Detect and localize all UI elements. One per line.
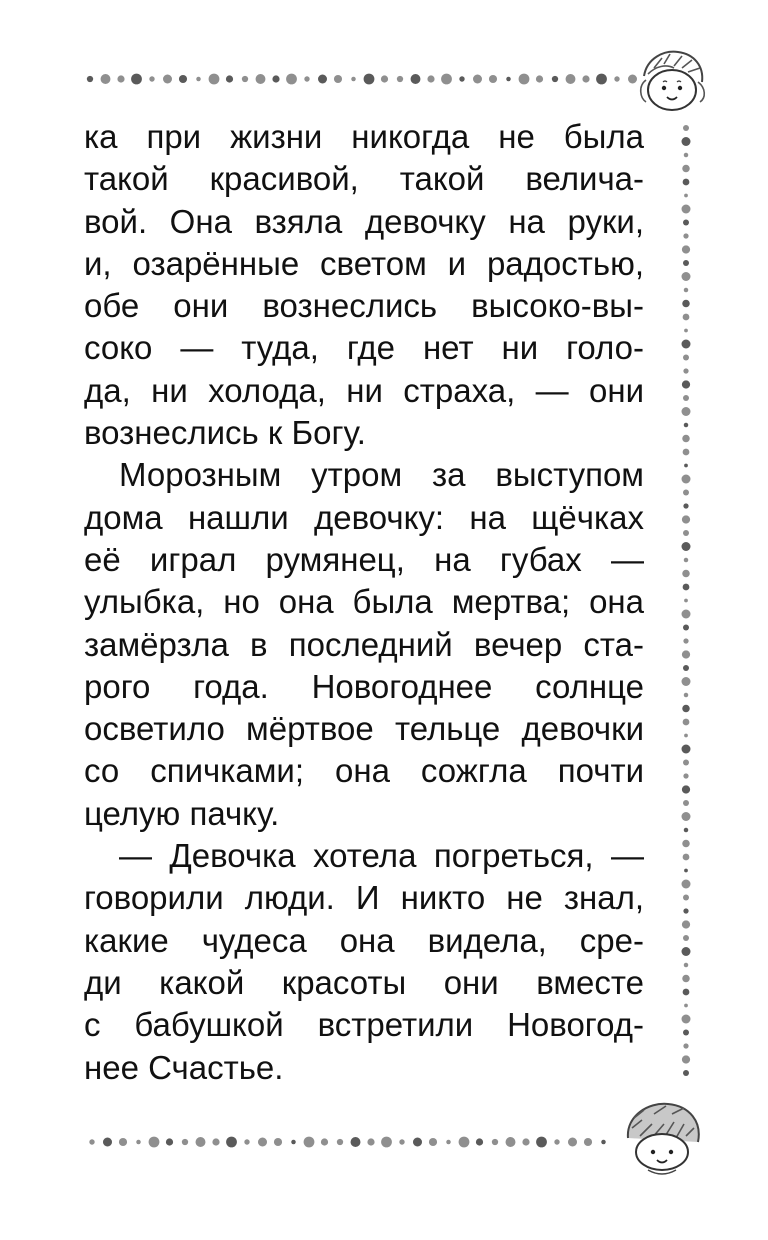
text-line: улыбка, но она была мертва; она [84, 583, 644, 621]
border-dot [166, 1138, 173, 1145]
border-dot [397, 76, 403, 82]
girl-face-icon [628, 1104, 699, 1174]
border-dot [684, 734, 688, 738]
border-dot [119, 1138, 127, 1146]
border-dot [381, 75, 388, 82]
border-dot [337, 1139, 343, 1145]
text-line: с бабушкой встретили Новогод- [84, 1006, 644, 1044]
border-dot [212, 1138, 219, 1145]
border-dot [304, 76, 309, 81]
border-dot [209, 74, 220, 85]
right-dotted-border [682, 125, 691, 1076]
border-dot [459, 1137, 470, 1148]
border-dot [684, 423, 689, 428]
border-dot [682, 840, 690, 848]
border-dot [381, 1137, 392, 1148]
border-dot [682, 205, 691, 214]
text-line: какие чудеса она видела, сре- [84, 921, 644, 959]
border-dot [103, 1138, 112, 1147]
text-line: и, озарённые светом и радостью, [84, 244, 644, 282]
text-line: замёрзла в последний вечер ста- [84, 625, 644, 663]
border-dot [683, 773, 688, 778]
border-dot [682, 1055, 690, 1063]
border-dot [682, 407, 691, 416]
border-dot [256, 74, 266, 84]
border-dot [682, 920, 690, 928]
border-dot [473, 75, 482, 84]
border-dot [584, 1138, 592, 1146]
border-dot [682, 785, 690, 793]
text-line: — Девочка хотела погреться, — [119, 837, 644, 875]
border-dot [684, 194, 688, 198]
border-dot [684, 329, 688, 333]
border-dot [682, 650, 690, 658]
border-dot [683, 800, 689, 806]
border-dot [552, 76, 558, 82]
border-dot [682, 677, 691, 686]
border-dot [682, 745, 691, 754]
border-dot [683, 760, 689, 766]
border-dot [601, 1140, 606, 1145]
text-line: такой красивой, такой велича- [84, 160, 644, 198]
border-dot [196, 77, 201, 82]
border-dot [682, 165, 690, 173]
border-dot [351, 77, 356, 82]
border-dot [683, 989, 690, 996]
border-dot [87, 76, 93, 82]
border-dot [413, 1138, 422, 1147]
border-dot [682, 300, 690, 308]
border-dot [519, 74, 530, 85]
text-line: ди какой красоты они вместе [84, 963, 644, 1001]
border-dot [136, 1140, 141, 1145]
border-dot [489, 75, 497, 83]
border-dot [182, 1139, 188, 1145]
girl-face-icon [641, 52, 705, 110]
border-dot [684, 153, 689, 158]
border-dot [131, 74, 142, 85]
border-dot [429, 1138, 437, 1146]
border-dot [522, 1138, 529, 1145]
border-dot [683, 854, 690, 861]
text-line: ка при жизни никогда не была [84, 118, 644, 155]
border-dot [684, 464, 688, 468]
border-dot [536, 75, 543, 82]
border-dot [683, 1043, 688, 1048]
border-dot [682, 435, 690, 443]
border-dot [163, 75, 172, 84]
border-dot [304, 1137, 315, 1148]
border-dot [149, 76, 154, 81]
border-dot [179, 75, 187, 83]
border-dot [149, 1137, 160, 1148]
border-dot [683, 220, 689, 226]
paragraph [84, 835, 644, 1089]
border-dot [536, 1137, 547, 1148]
border-dot [682, 610, 691, 619]
border-dot [459, 76, 464, 81]
border-dot [682, 570, 690, 578]
border-dot [683, 490, 689, 496]
border-dot [226, 1137, 237, 1148]
border-dot [682, 542, 691, 551]
border-dot [682, 975, 690, 983]
border-dot [684, 558, 689, 563]
border-dot [683, 449, 690, 456]
border-dot [683, 395, 689, 401]
border-dot [682, 1015, 691, 1024]
border-dot [286, 74, 297, 85]
border-dot [683, 719, 690, 726]
border-dot [683, 665, 689, 671]
border-dot [682, 272, 691, 281]
text-line: целую пачку. [84, 794, 280, 832]
border-dot [682, 137, 691, 146]
border-dot [334, 75, 342, 83]
border-dot [682, 380, 690, 388]
border-dot [684, 963, 689, 968]
border-dot [506, 77, 511, 82]
border-dot [682, 340, 691, 349]
border-dot [684, 288, 689, 293]
text-line: нее Счастье. [84, 1048, 284, 1086]
border-dot [272, 75, 279, 82]
border-dot [683, 179, 690, 186]
border-dot [364, 74, 375, 85]
border-dot [492, 1139, 498, 1145]
border-dot [682, 812, 691, 821]
border-dot [568, 1138, 577, 1147]
border-dot [682, 880, 691, 889]
border-dot [683, 125, 689, 131]
border-dot [351, 1137, 361, 1147]
border-dot [628, 75, 637, 84]
border-dot [596, 74, 607, 85]
border-dot [683, 625, 689, 631]
bottom-dotted-border [89, 1137, 605, 1148]
story-text [84, 116, 644, 1089]
border-dot [258, 1138, 267, 1147]
border-dot [582, 75, 589, 82]
border-dot [682, 515, 690, 523]
border-dot [196, 1137, 206, 1147]
border-dot [476, 1138, 483, 1145]
border-dot [321, 1138, 328, 1145]
border-dot [682, 245, 690, 253]
border-dot [684, 693, 689, 698]
border-dot [683, 355, 689, 361]
border-dot [683, 314, 690, 321]
text-line: говорили люди. И никто не знал, [84, 879, 644, 917]
border-dot [399, 1139, 404, 1144]
border-dot [291, 1140, 296, 1145]
border-dot [684, 599, 688, 603]
border-dot [89, 1139, 94, 1144]
border-dot [318, 75, 327, 84]
border-dot [682, 705, 690, 713]
border-dot [554, 1139, 559, 1144]
border-dot [446, 1140, 451, 1145]
text-line: соко — туда, где нет ни голо- [84, 329, 644, 367]
border-dot [684, 828, 689, 833]
text-line: вознеслись к Богу. [84, 414, 366, 452]
border-dot [683, 908, 688, 913]
border-dot [683, 503, 688, 508]
border-dot [506, 1137, 516, 1147]
border-dot [682, 947, 691, 956]
border-dot [684, 869, 688, 873]
border-dot [683, 1070, 689, 1076]
border-dot [614, 76, 619, 81]
border-dot [117, 75, 124, 82]
text-line: вой. Она взяла девочку на руки, [84, 202, 644, 240]
top-dotted-border [87, 74, 637, 85]
border-dot [367, 1138, 374, 1145]
text-line: со спичками; она сожгла почти [84, 752, 644, 790]
text-line: осветило мёртвое тельце девочки [84, 710, 644, 748]
border-dot [683, 1030, 689, 1036]
border-dot [427, 75, 434, 82]
text-line: Морозным утром за выступом [119, 456, 644, 494]
text-line: дома нашли девочку: на щёчках [84, 498, 644, 536]
border-dot [683, 368, 688, 373]
border-dot [244, 1139, 249, 1144]
border-dot [683, 584, 690, 591]
border-dot [683, 935, 689, 941]
border-dot [683, 260, 689, 266]
border-dot [411, 74, 421, 84]
paragraph [84, 454, 644, 835]
text-line: да, ни холода, ни страха, — они [84, 371, 644, 409]
border-dot [101, 74, 111, 84]
border-dot [683, 530, 689, 536]
text-line: её играл румянец, на губах — [84, 540, 644, 578]
border-dot [566, 74, 576, 84]
border-dot [683, 895, 689, 901]
border-dot [683, 638, 688, 643]
border-dot [226, 75, 233, 82]
border-dot [683, 233, 688, 238]
border-dot [441, 74, 452, 85]
paragraph [84, 116, 644, 454]
border-dot [684, 1004, 688, 1008]
text-line: обе они вознеслись высоко-вы- [84, 287, 644, 325]
border-dot [242, 76, 248, 82]
text-line: рого года. Новогоднее солнце [84, 667, 644, 705]
border-dot [682, 475, 691, 484]
border-dot [274, 1138, 282, 1146]
